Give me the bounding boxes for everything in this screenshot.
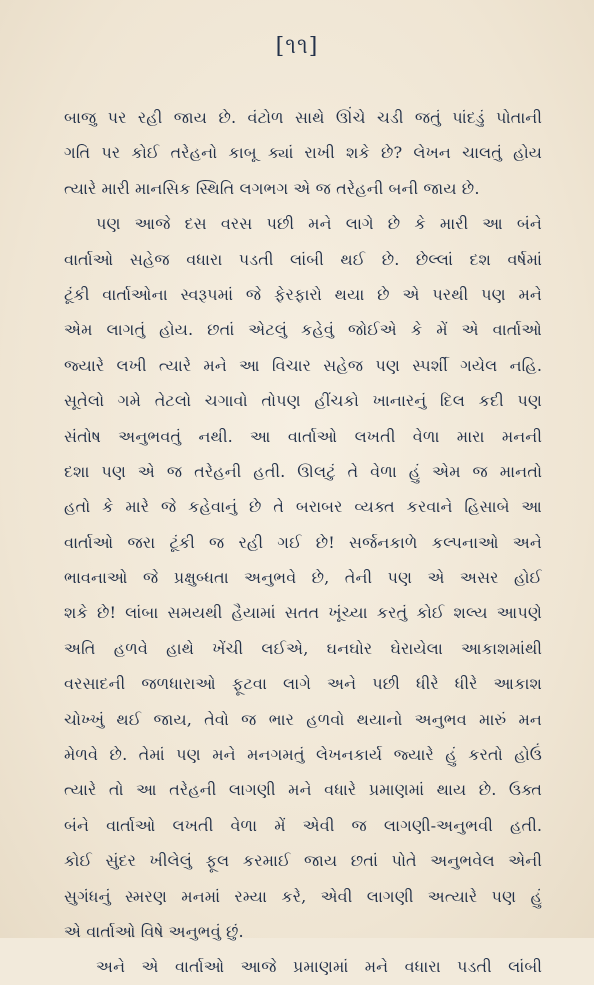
body-text	[64, 100, 542, 985]
text-line: વાર્તાઓ સહેજ વધારા પડતી લાંબી થઈ છે. છેલ્લાં દશ વર્ષમાં	[64, 249, 542, 269]
paragraph	[64, 949, 542, 984]
text-line: દશા પણ એ જ તરેહની હતી. ઊલટું તે વેળા હું એમ જ માનતો	[64, 461, 542, 481]
text-line: સુગંધનું સ્મરણ મનમાં રમ્યા કરે, એવી લાગણી અત્યારે પણ હું	[64, 886, 542, 906]
text-line: સંતોષ અનુભવતું નથી. આ વાર્તાઓ લખતી વેળા મારા મનની	[64, 426, 542, 446]
text-line: અતિ હળવે હાથે ખેંચી લઈએ, ઘનઘોર ઘેરાયેલા આકાશમાંથી	[64, 638, 542, 658]
text-line: બાજુ પર રહી જાય છે. વંટોળ સાથે ઊંચે ચડી જતું પાંદડું પોતાની	[64, 108, 542, 127]
paragraph	[64, 100, 542, 206]
text-line: એ વાર્તાઓ વિષે અનુભવું છું.	[64, 921, 244, 941]
text-line: અને એ વાર્તાઓ આજે પ્રમાણમાં મને વધારા પડતી લાંબી	[96, 957, 542, 977]
text-line: કોઈ સુંદર ખીલેલું ફૂલ કરમાઈ જાય છતાં પોતે અનુભવેલ એની	[64, 851, 542, 871]
text-line: ભાવનાઓ જે પ્રક્ષુબ્ધતા અનુભવે છે, તેની પણ એ અસર હોઈ	[64, 568, 542, 588]
page-number: [૧૧]	[275, 34, 319, 59]
text-line: મેળવે છે. તેમાં પણ મને મનગમતું લેખનકાર્ય જ્યારે હું કરતો હોઉં	[64, 745, 542, 765]
text-line: વરસાદની જળધારાઓ ફૂટવા લાગે અને પછી ધીરે ધીરે આકાશ	[64, 674, 542, 694]
text-line: ટૂંકી વાર્તાઓના સ્વરૂપમાં જે ફેરફારો થયા છે એ પરથી પણ મને	[64, 284, 542, 304]
text-line: ચોખ્ખું થઈ જાય, તેવો જ ભાર હળવો થયાનો અનુભવ મારું મન	[64, 709, 542, 729]
text-line: એમ લાગતું હોય. છતાં એટલું કહેવું જોઈએ કે મેં એ વાર્તાઓ	[64, 320, 542, 340]
text-line: સૂતેલો ગમે તેટલો ચગાવો તોપણ હીંચકો ખાનારનું દિલ કદી પણ	[64, 391, 542, 411]
text-line: શકે છે! લાંબા સમયથી હૈયામાં સતત ખૂંચ્યા કરતું કોઈ શલ્ય આપણે	[64, 603, 542, 623]
text-line: હતો કે મારે જે કહેવાનું છે તે બરાબર વ્યક્ત કરવાને હિસાબે આ	[64, 497, 542, 517]
text-line: ત્યારે તો આ તરેહની લાગણી મને વધારે પ્રમાણમાં થાય છે. ઉક્ત	[64, 780, 542, 800]
text-line: ત્યારે મારી માનસિક સ્થિતિ લગભગ એ જ તરેહની બની જાય છે.	[64, 178, 480, 198]
paragraph	[64, 206, 542, 949]
text-line: ગતિ પર કોઈ તરેહનો કાબૂ ક્યાં રાખી શકે છે? લેખન ચાલતું હોય	[64, 143, 542, 163]
text-line: બંને વાર્તાઓ લખતી વેળા મેં એવી જ લાગણી-અનુભવી હતી.	[64, 815, 542, 835]
text-line: વાર્તાઓ જરા ટૂંકી જ રહી ગઈ છે! સર્જનકાળે કલ્પનાઓ અને	[64, 532, 542, 552]
text-line: જ્યારે લખી ત્યારે મને આ વિચાર સહેજ પણ સ્પર્શી ગયેલ નહિ.	[64, 355, 542, 375]
text-line: પણ આજે દસ વરસ પછી મને લાગે છે કે મારી આ બંને	[96, 214, 542, 234]
